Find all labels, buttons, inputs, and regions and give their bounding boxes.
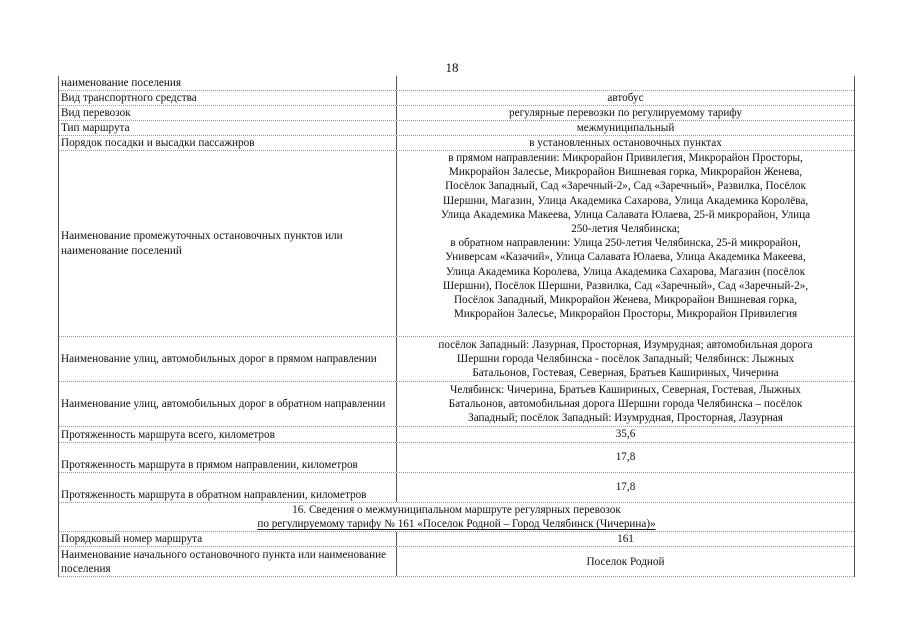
- table-row: [59, 136, 854, 151]
- table-row: [59, 443, 854, 473]
- streets-forward-label: Наименование улиц, автомобильных дорог в прямом направлении: [59, 337, 397, 381]
- intermediate-stops-row: [59, 151, 854, 337]
- row-value: регулярные перевозки по регулируемому тарифу: [509, 106, 742, 119]
- stops-line: Посёлок Западный, Микрорайон Женева, Микрорайон Вишневая горка,: [453, 294, 798, 307]
- row-label: наименование поселения: [59, 76, 397, 90]
- streets-backward-row: [59, 382, 854, 427]
- table-row: [59, 473, 854, 503]
- row-value: 161: [617, 533, 634, 546]
- table-row: [59, 427, 854, 443]
- row-label: Наименование начального остановочного пункта или наименование поселения: [59, 547, 397, 576]
- row-label: Порядковый номер маршрута: [59, 532, 397, 546]
- row-label: Вид перевозок: [59, 106, 397, 120]
- stops-line: Микрорайон Залесье, Микрорайон Вишневая горка, Микрорайон Женева,: [448, 166, 803, 179]
- table-row: [59, 76, 854, 91]
- page-number: 18: [445, 60, 459, 75]
- stops-line: Шершни, Магазин, Улица Академика Сахарова, Улица Академика Королёва,: [442, 194, 809, 207]
- row-label: Протяженность маршрута всего, километров: [59, 427, 397, 442]
- stops-line: Шершни), Посёлок Шершни, Развилка, Сад «Заречный», Сад «Заречный-2»,: [442, 279, 809, 292]
- row-value: Поселок Родной: [586, 555, 665, 568]
- streets-line: Челябинск: Чичерина, Братьев Кашириных, Северная, Гостевая, Лыжных: [450, 383, 801, 396]
- streets-forward-value: [397, 337, 854, 381]
- row-value: автобус: [607, 91, 644, 104]
- stops-line: Улица Академика Макеева, Улица Салавата Юлаева, 25-й микрорайон, Улица: [440, 208, 811, 221]
- stops-line: 250-летия Челябинска;: [571, 223, 680, 236]
- streets-line: Батальонов, Гостевая, Северная, Братьев Кашириных, Чичерина: [472, 367, 779, 380]
- streets-backward-label: Наименование улиц, автомобильных дорог в обратном направлении: [59, 382, 397, 426]
- table-row: [59, 532, 854, 547]
- stops-line: Микрорайон Залесье, Микрорайон Просторы, Микрорайон Привилегия: [453, 308, 798, 321]
- route-info-table: [58, 76, 855, 577]
- stops-line: в прямом направлении: Микрорайон Привилегия, Микрорайон Просторы,: [448, 152, 803, 164]
- stops-line: Улица Академика Королева, Улица Академика Сахарова, Магазин (посёлок: [445, 265, 806, 278]
- streets-backward-value: [397, 382, 854, 426]
- row-value: 17,8: [615, 481, 636, 494]
- stops-line: Универсам «Казачий», Улица Салавата Юлаева, Улица Академика Макеева,: [445, 251, 806, 264]
- row-value: 35,6: [615, 428, 636, 441]
- table-row: [59, 121, 854, 136]
- table-row: [59, 91, 854, 106]
- intermediate-stops-value: [397, 151, 854, 336]
- row-value: межмуниципальный: [576, 121, 675, 134]
- row-value: в установленных остановочных пунктах: [529, 136, 722, 149]
- row-value: 17,8: [615, 451, 636, 464]
- row-label: Протяженность маршрута в обратном направлении, километров: [59, 473, 397, 502]
- section-16-heading: [59, 503, 854, 532]
- row-label: Вид транспортного средства: [59, 91, 397, 105]
- streets-line: посёлок Западный: Лазурная, Просторная, Изумрудная; автомобильная дорога: [438, 338, 813, 351]
- streets-line: Западный; посёлок Западный: Изумрудная, Просторная, Лазурная: [468, 412, 783, 425]
- row-label: Протяженность маршрута в прямом направлении, километров: [59, 443, 397, 472]
- row-label: Порядок посадки и высадки пассажиров: [59, 136, 397, 150]
- section-heading-line: 16. Сведения о межмуниципальном маршруте регулярных перевозок: [292, 504, 621, 516]
- stops-line: в обратном направлении: Улица 250-летия Челябинска, 25-й микрорайон,: [450, 237, 801, 250]
- row-label: Тип маршрута: [59, 121, 397, 135]
- streets-forward-row: [59, 337, 854, 382]
- stops-line: Посёлок Западный, Сад «Заречный-2», Сад «Заречный», Развилка, Посёлок: [445, 180, 806, 193]
- streets-line: Шершни города Челябинска - посёлок Западный; Челябинск: Лыжных: [456, 352, 795, 365]
- row-value: [397, 76, 854, 90]
- table-row: [59, 106, 854, 121]
- intermediate-stops-label: Наименование промежуточных остановочных пунктов или наименование поселений: [59, 151, 397, 336]
- table-row: [59, 547, 854, 577]
- section-heading-line: по регулируемому тарифу № 161 «Поселок Родной – Город Челябинск (Чичерина)»: [257, 518, 656, 531]
- streets-line: Батальонов, автомобильная дорога Шершни города Челябинска – посёлок: [448, 397, 803, 410]
